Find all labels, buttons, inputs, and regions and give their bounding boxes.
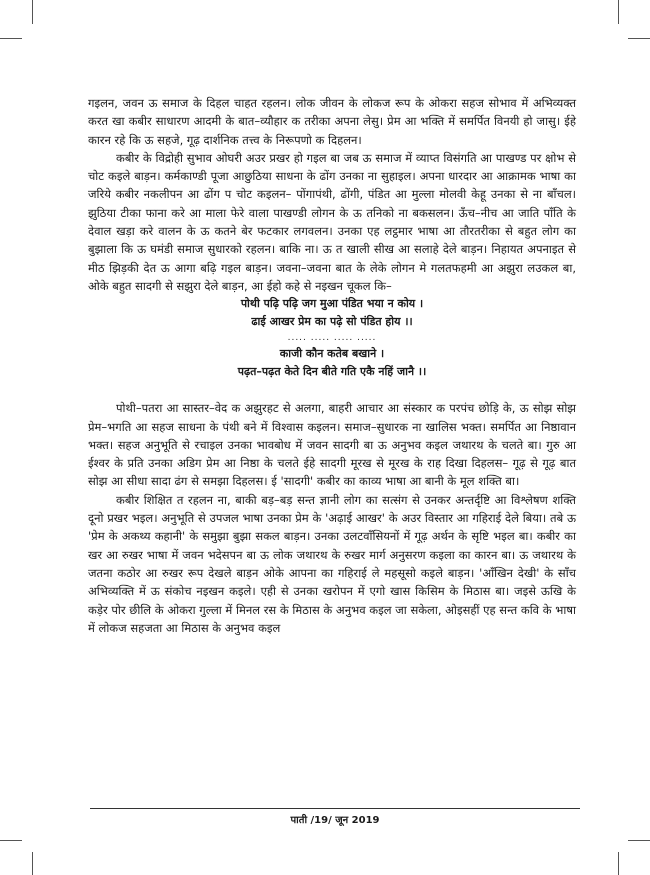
footer-rule — [90, 808, 580, 809]
verse-line: पढ़त–पढ़त केते दिन बीते गति एकै नहिं जानै ।। — [237, 365, 427, 379]
spacer — [88, 381, 576, 399]
paragraph: कबीर के विद्रोही सुभाव ओघरी अउर प्रखर हो गइल बा जब ऊ समाज में व्याप्त विसंगति आ पाखण्ड पर क्षोभ से चोट कइले बाड़न। कर्मकाण्डी पूजा आछुठिया साधना के ढोंग उनका ना सुहाइल। अपना धारदार आ आक्रामक भाषा का जरिये कबीर नकलीपन आ ढोंग प चोट कइलन– पोंगापंथी, ढोंगी, पंडित आ मुल्ला मोलवी केहू उनका से ना बाँचल। झुठिया टीका फाना करे आ माला फेरे वाला पाखण्डी लोगन के ऊ तनिको ना बकसलन। ऊँच–नीच आ जाति पाँति के देवाल खड़ा करे वालन के ऊ कतने बेर फटकार लगवलन। उनका एह लट्ठमार भाषा आ तौरतरीका से बहुत लोग का बुझाला कि ऊ घमंडी समाज सुधारको रहलन। बाकि ना। ऊ त खाली सीख आ सलाहे देले बाड़न। निहायत अपनाइत से मीठ झिड़की देत ऊ आगा बढ़ि गइल बाड़न। जवना–जवना बात के लेके लोगन मे गलतफहमी आ अझुरा लउकल बा, ओके बहुत सादगी से सझुरा देले बाड़न, आ ईहो कहे से नइखन चूकल कि– — [88, 150, 576, 293]
paragraph: गइलन, जवन ऊ समाज के दिहल चाहत रहलन। लोक जीवन के लोकज रूप के ओकरा सहज सोभाव में अभिव्यक्त करत खा कबीर साधारण आदमी के बात–व्यौहार क तरीका अपना लेसु। प्रेम आ भक्ति में समर्पित विनयी हो जासु। ईहे कारन रहे कि ऊ सहजे, गूढ़ दार्शनिक तत्त्व के निरूपणो क दिहलन। — [88, 96, 576, 147]
paragraph: कबीर शिक्षित त रहलन ना, बाकी बड़–बड़ सन्त ज्ञानी लोग का सत्संग से उनकर अन्तर्दृष्टि आ विश्लेषण शक्ति दूनो प्रखर भइल। अनुभूति से उपजल भाषा उनका प्रेम के 'अढ़ाई आखर' के अउर विस्तार आ गहिराई देले बिया। तबे ऊ 'प्रेम के अकथ्य कहानी' के समुझा बुझा सकल बाड़न। उनका उलटवाँसियनों में गूढ़ अर्थन के सृष्टि भइल बा। कबीर का खर आ रुखर भाषा में जवन भदेसपन बा ऊ लोक जथारथ के रुखर मार्ग अनुसरण कइला का कारन बा। ऊ जथारथ के जतना कठोर आ रुखर रूप देखले बाड़न ओके आपना का गहिराई ले महसूसो कइले बाड़न। 'आँखिन देखी' के साँच अभिव्यक्ति में ऊ संकोच नइखन कइले। एही से उनका खरोपन में एगो खास किसिम के मिठास बा। जइसे ऊखि के कड़ेर पोर छीलि के ओकरा गुल्ला में मिनल रस के मिठास के अनुभव कइल जा सकेला, ओइसहीं एह सन्त कवि के भाषा में लोकज सहजता आ मिठास के अनुभव कइल — [88, 492, 576, 635]
page-footer: पाती /19/ जून 2019 — [290, 815, 380, 826]
verse-line: पोथी पढ़ि पढ़ि जग मुआ पंडित भया न कोय । — [240, 297, 424, 311]
crop-mark — [618, 852, 619, 875]
crop-mark — [628, 840, 650, 841]
crop-mark — [32, 852, 33, 875]
verse-ellipsis: ..... ..... ..... ..... — [287, 333, 377, 344]
crop-mark — [618, 0, 619, 24]
verse-line: काजी कौन कतेब बखाने । — [279, 347, 385, 361]
paragraph: पोथी–पतरा आ सास्तर–वेद क अझुरहट से अलगा, बाहरी आचार आ संस्कार क परपंच छोड़ि के, ऊ सोझ सोझ प्रेम–भगति आ सहज साधना के पंथी बने में विश्वास कइलन। समाज–सुधारक ना खालिस भक्त। समर्पित आ निष्ठावान भक्त। सहज अनुभूति से रचाइल उनका भावबोध में जवन सादगी बा ऊ अनुभव कइल जथारथ के चलते बा। गुरु आ ईश्वर के प्रति उनका अडिग प्रेम आ निष्ठा के चलते ईहे सादगी मूरख से मूरख के राह दिखा दिहलस– गूढ़ से गूढ़ बात सोझ आ सीधा सादा ढंग से समझा दिहलस। ई 'सादगी' कबीर का काव्य भाषा आ बानी के मूल शक्ति बा। — [88, 401, 576, 489]
crop-mark — [32, 0, 33, 24]
article-body — [88, 94, 576, 637]
crop-mark — [0, 840, 22, 841]
crop-mark — [0, 38, 22, 39]
crop-mark — [628, 38, 650, 39]
verse-line: ढाई आखर प्रेम का पढ़े सो पंडित होय ।। — [251, 315, 413, 329]
